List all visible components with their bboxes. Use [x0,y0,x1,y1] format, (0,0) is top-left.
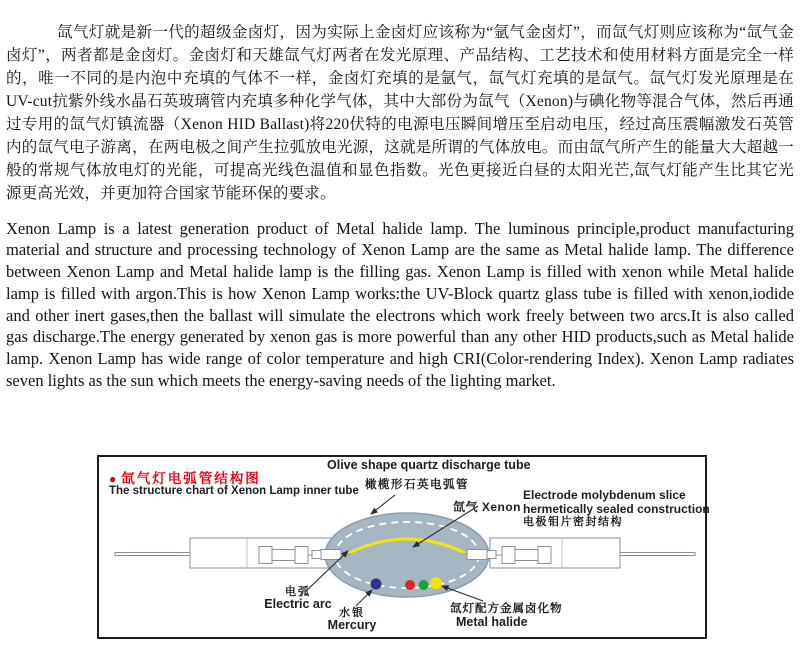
electric-arc-label-cn: 电弧 [285,586,311,598]
mercury-label-cn: 水银 [339,607,365,619]
right-lead-wire [620,553,695,556]
right-foil-tab-inner [502,547,515,564]
right-electrode-stub [487,551,496,559]
label-xenon-gas: 氙气 Xenon [453,500,522,514]
left-foil-tab-inner [295,547,308,564]
diagram-title-cn-text: 氙气灯电弧管结构图 [121,471,261,486]
mercury-dot [371,579,382,590]
left-lead-wire [115,553,190,556]
english-intro-paragraph: Xenon Lamp is a latest generation product of Metal halide lamp. The luminous principle,product manufacturing material and structure and processing technology of Xenon Lamp are the same as Metal halide lamp. The difference between Xenon Lamp and Metal halide lamp is the filling gas. Xenon Lamp is filled with xenon while Metal halide lamp is filled with argon.This is how Xenon Lamp works:the UV-Block quartz glass tube is filled with xenon,iodide and other inert gases,then the ballast will simulate the electrons which work freely between two arcs.It is also called gas discharge.The energy generated by xenon gas is more powerful than any other HID products,such as Metal halide lamp. Xenon Lamp has wide range of color temperature and high CRI(Color-rendering Index). Xenon Lamp radiates seven lights as the sun which meets the energy-saving needs of the lighting market. [6,218,794,391]
label-metal-halide [450,603,563,628]
tube-label-arrow [371,495,395,514]
left-electrode-pin [321,550,341,560]
label-discharge-tube-en: Olive shape quartz discharge tube [327,458,531,472]
electrode-label-line3: 电极钼片密封结构 [523,516,623,528]
halide-yellow-dot [430,577,442,589]
diagram-title-en: The structure chart of Xenon Lamp inner tube [109,485,359,497]
left-foil-tab-outer [259,547,272,564]
label-discharge-tube-cn: 橄榄形石英电弧管 [365,479,469,491]
diagram-title-cn [109,467,261,487]
electrode-label-line2: hermetically sealed construction [523,501,710,516]
xenon-lamp-structure-diagram [97,455,710,639]
mercury-label-en: Mercury [327,618,377,632]
electrode-label-line1: Electrode molybdenum slice [523,488,686,502]
right-foil-tab-outer [538,547,551,564]
halide-green-dot [419,580,429,590]
halide-red-dot [405,580,415,590]
halide-label-arrow [442,586,483,601]
left-electrode-stub [312,551,321,559]
right-electrode-pin [467,550,487,560]
red-bullet-icon: ● [109,472,117,486]
chinese-intro-paragraph: 氙气灯就是新一代的超级金卤灯，因为实际上金卤灯应该称为“氩气金卤灯”，而氙气灯则应该称为“氙气金卤灯”，两者都是金卤灯。金卤灯和天雄氙气灯两者在发光原理、产品结构、工艺技术和使用材料方面是完全一样的，唯一不同的是内泡中充填的气体不一样，金卤灯充填的是氩气，氙气灯充填的是氙气。氙气灯发光原理是在UV-cut抗紫外线水晶石英玻璃管内充填多种化学气体，其中大部份为氙气（Xenon)与碘化物等混合气体，然后再通过专用的氙气灯镇流器（Xenon HID Ballast)将220伏特的电源电压瞬间增压至启动电压，经过高压震幅激发石英管内的氙气电子游离，在两电极之间产生拉弧放电光源，这就是所谓的气体放电。而由氙气所产生的能量大大超越一般的常规气体放电灯的光能，可提高光线色温值和显色指数。光色更接近白昼的太阳光芒,氙气灯能产生比其它光源更高光效，并更加符合国家节能环保的要求。 [6,23,795,202]
electric-arc-label-en: Electric arc [264,597,332,611]
label-electrode-construction [523,489,710,530]
mercury-label-arrow [356,590,372,606]
metal-halide-label-en: Metal halide [456,614,528,629]
label-mercury [313,607,391,631]
metal-halide-label-cn: 氙灯配方金属卤化物 [450,603,563,615]
